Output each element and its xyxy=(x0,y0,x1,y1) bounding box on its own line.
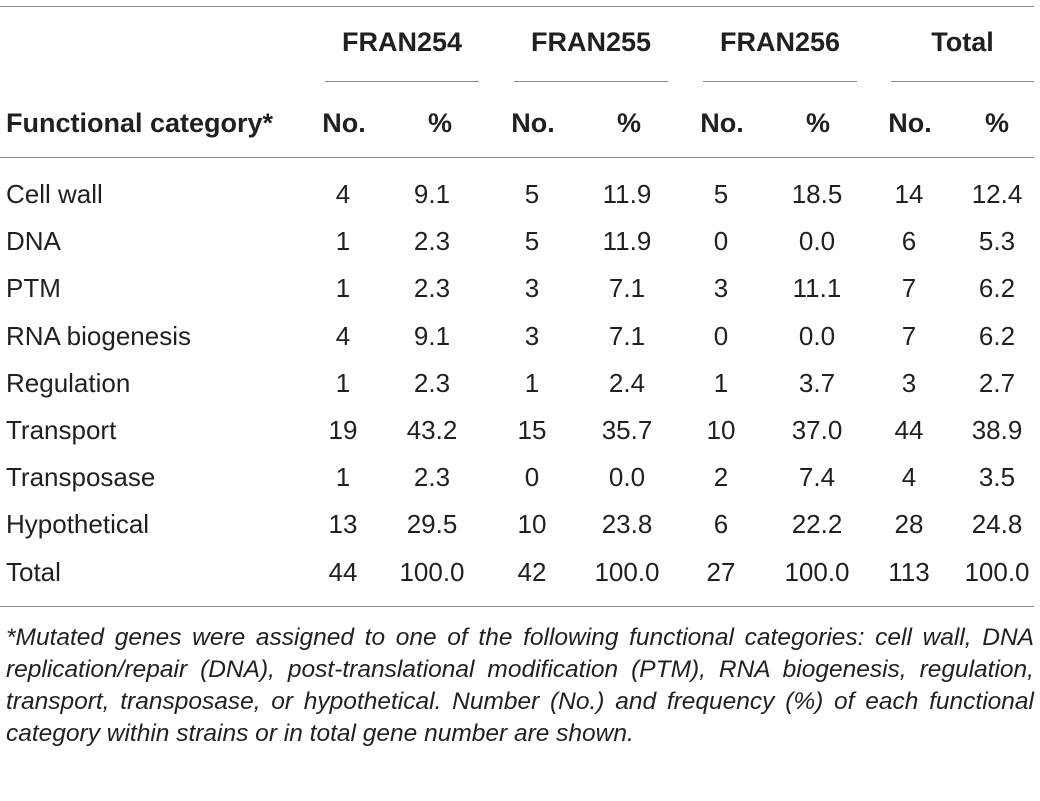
percent-cell: 22.2 xyxy=(791,509,843,540)
count-cell: 6 xyxy=(713,509,729,540)
percent-cell: 7.1 xyxy=(608,273,646,304)
count-cell: 1 xyxy=(335,273,351,304)
group-rule-fran256 xyxy=(703,81,857,82)
group-header-fran255: FRAN255 xyxy=(530,27,652,57)
column-header-no: No. xyxy=(322,108,366,138)
percent-cell: 11.9 xyxy=(602,226,652,257)
percent-cell: 38.9 xyxy=(971,415,1023,445)
percent-cell: 11.1 xyxy=(792,273,842,304)
percent-cell: 6.2 xyxy=(978,320,1016,351)
count-cell: 7 xyxy=(901,273,917,304)
count-cell: 5 xyxy=(524,226,540,257)
percent-cell: 24.8 xyxy=(971,509,1023,540)
category-cell: RNA biogenesis xyxy=(6,320,191,351)
category-cell: DNA xyxy=(6,226,61,257)
percent-cell: 5.3 xyxy=(978,226,1016,257)
percent-cell: 3.7 xyxy=(798,367,836,398)
count-cell: 3 xyxy=(713,273,729,304)
percent-cell: 37.0 xyxy=(791,415,843,445)
percent-cell: 6.2 xyxy=(978,273,1016,304)
count-cell: 28 xyxy=(894,509,924,540)
percent-cell: 7.1 xyxy=(608,320,646,351)
group-rule-total xyxy=(891,81,1034,82)
count-cell: 42 xyxy=(517,556,547,587)
category-cell: Transport xyxy=(6,415,117,445)
count-cell: 1 xyxy=(335,462,351,493)
count-cell: 5 xyxy=(524,179,540,209)
count-cell: 3 xyxy=(524,273,540,304)
group-header-fran256: FRAN256 xyxy=(719,27,841,57)
category-cell: Hypothetical xyxy=(6,509,150,540)
count-cell: 27 xyxy=(706,556,736,587)
count-cell: 1 xyxy=(335,367,351,398)
count-cell: 44 xyxy=(894,415,924,445)
count-cell: 4 xyxy=(335,179,351,209)
percent-cell: 9.1 xyxy=(413,179,451,209)
count-cell: 2 xyxy=(713,462,729,493)
count-cell: 113 xyxy=(888,556,930,587)
percent-cell: 100.0 xyxy=(594,556,660,587)
count-cell: 44 xyxy=(328,556,358,587)
count-cell: 4 xyxy=(335,320,351,351)
percent-cell: 43.2 xyxy=(406,415,458,445)
percent-cell: 12.4 xyxy=(971,179,1023,209)
category-cell: PTM xyxy=(6,273,61,304)
category-cell: Cell wall xyxy=(6,179,103,209)
count-cell: 3 xyxy=(524,320,540,351)
percent-cell: 0.0 xyxy=(608,462,646,493)
percent-cell: 0.0 xyxy=(798,320,836,351)
column-header-functional-category: Functional category* xyxy=(6,108,274,138)
percent-cell: 2.3 xyxy=(413,226,451,257)
count-cell: 0 xyxy=(713,320,729,351)
percent-cell: 35.7 xyxy=(601,415,653,445)
count-cell: 1 xyxy=(713,367,729,398)
column-header-no: No. xyxy=(511,108,555,138)
percent-cell: 7.4 xyxy=(798,462,836,493)
count-cell: 1 xyxy=(524,367,540,398)
category-cell: Regulation xyxy=(6,367,131,398)
column-header-no: No. xyxy=(888,108,932,138)
column-header-percent: % xyxy=(427,108,452,138)
percent-cell: 11.9 xyxy=(602,179,652,209)
count-cell: 0 xyxy=(524,462,540,493)
count-cell: 13 xyxy=(328,509,358,540)
percent-cell: 100.0 xyxy=(964,556,1030,587)
group-rule-fran254 xyxy=(325,81,479,82)
percent-cell: 2.4 xyxy=(608,367,646,398)
count-cell: 3 xyxy=(901,367,917,398)
percent-cell: 29.5 xyxy=(406,509,458,540)
percent-cell: 3.5 xyxy=(978,462,1016,493)
count-cell: 19 xyxy=(328,415,358,445)
percent-cell: 100.0 xyxy=(399,556,465,587)
group-header-fran254: FRAN254 xyxy=(341,27,463,57)
percent-cell: 100.0 xyxy=(784,556,850,587)
percent-cell: 2.3 xyxy=(413,462,451,493)
header-bottom-rule xyxy=(0,157,1034,158)
percent-cell: 9.1 xyxy=(413,320,451,351)
percent-cell: 18.5 xyxy=(791,179,843,209)
count-cell: 0 xyxy=(713,226,729,257)
table-footnote: *Mutated genes were assigned to one of the following functional categories: cell wall, DNA replication/repair (DNA), post-translational modification (PTM), RNA biogenesis, regulation, transport, transposase, or hypothetical. Number (No.) and frequency (%) of each functional category within strains or in total gene number are shown. xyxy=(6,624,1034,747)
percent-cell: 2.3 xyxy=(413,273,451,304)
percent-cell: 2.7 xyxy=(978,367,1016,398)
count-cell: 10 xyxy=(517,509,547,540)
table-bottom-rule xyxy=(0,606,1034,607)
column-header-no: No. xyxy=(700,108,744,138)
column-header-percent: % xyxy=(805,108,830,138)
count-cell: 15 xyxy=(517,415,547,445)
percent-cell: 2.3 xyxy=(413,367,451,398)
group-header-total: Total xyxy=(931,27,994,57)
table-top-rule xyxy=(0,6,1034,7)
category-cell: Transposase xyxy=(6,462,156,493)
percent-cell: 23.8 xyxy=(601,509,653,540)
group-rule-fran255 xyxy=(514,81,668,82)
count-cell: 5 xyxy=(713,179,729,209)
count-cell: 10 xyxy=(706,415,736,445)
count-cell: 7 xyxy=(901,320,917,351)
percent-cell: 0.0 xyxy=(798,226,836,257)
count-cell: 6 xyxy=(901,226,917,257)
count-cell: 1 xyxy=(335,226,351,257)
count-cell: 4 xyxy=(901,462,917,493)
count-cell: 14 xyxy=(894,179,924,209)
category-cell: Total xyxy=(6,556,61,587)
column-header-percent: % xyxy=(984,108,1009,138)
column-header-percent: % xyxy=(616,108,641,138)
